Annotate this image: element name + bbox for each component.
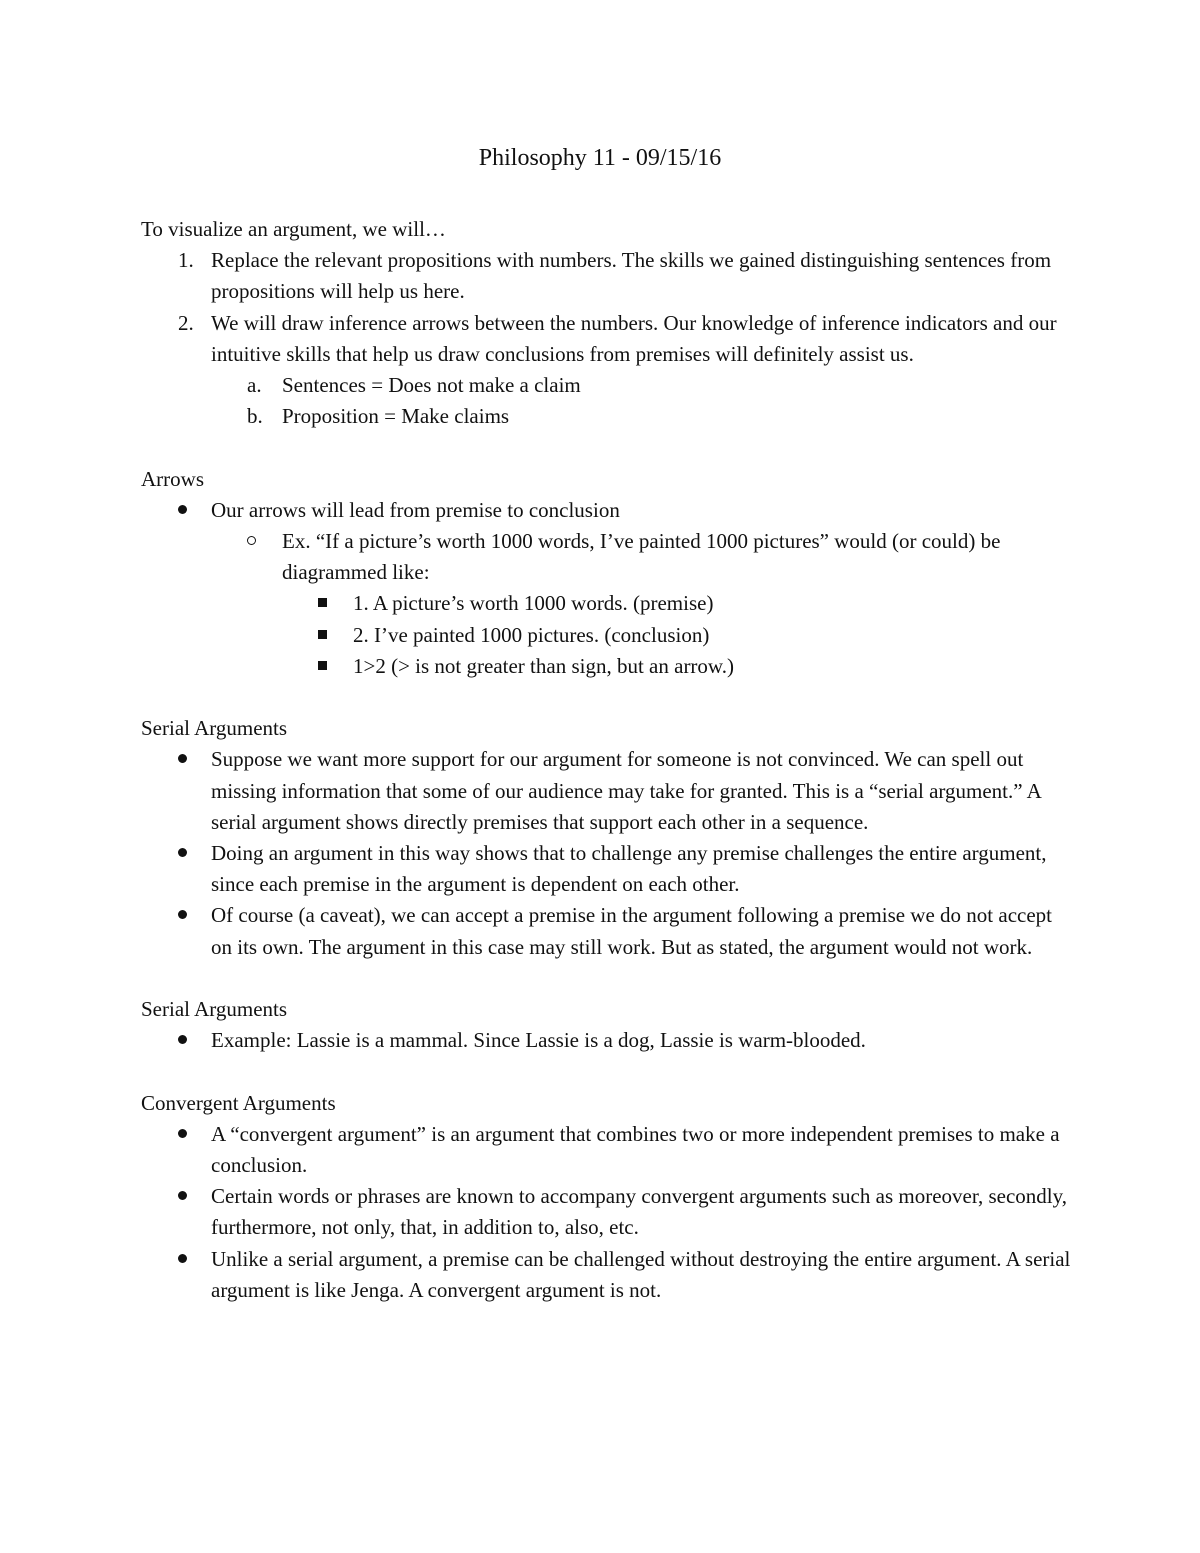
bullet-item [141, 900, 1071, 962]
bullet-dot-icon [178, 1025, 187, 1056]
document-body [141, 214, 1071, 1306]
list-number: 2. [178, 310, 194, 335]
bullet-text: Unlike a serial argument, a premise can be challenged without destroying the entire argument. A serial argument is like Jenga. A convergent argument is not. [211, 1246, 1071, 1302]
bullet-dot-icon [178, 900, 187, 931]
sub-bullet-item [141, 526, 1071, 588]
bullet-square-icon [318, 651, 327, 682]
section-heading-serial-arguments-example: Serial Arguments [141, 997, 288, 1022]
bullet-text: Example: Lassie is a mammal. Since Lassie is a dog, Lassie is warm-blooded. [211, 1028, 866, 1053]
sub-sub-bullet-item [141, 620, 1071, 651]
bullet-square-icon [318, 588, 327, 619]
numbered-item [141, 308, 1071, 370]
bullet-dot-icon [178, 1181, 187, 1212]
bullet-item [141, 1181, 1071, 1243]
bullet-text: Our arrows will lead from premise to conclusion [211, 497, 620, 522]
bullet-dot-icon [178, 744, 187, 775]
numbered-item-text: Replace the relevant propositions with numbers. The skills we gained distinguishing sentences from propositions will help us here. [211, 248, 1052, 304]
section-heading-serial-arguments: Serial Arguments [141, 716, 288, 741]
list-number: 1. [178, 248, 194, 273]
bullet-item [141, 744, 1071, 838]
intro-text: To visualize an argument, we will… [141, 217, 446, 241]
sub-sub-bullet-item [141, 651, 1071, 682]
list-letter: a. [247, 373, 262, 398]
bullet-dot-icon [178, 495, 187, 526]
sub-sub-bullet-item [141, 588, 1071, 619]
bullet-text: Suppose we want more support for our argument for someone is not convinced. We can spell out missing information that some of our audience may take for granted. This is a “serial argument.” A serial argument shows directly premises that support each other in a sequence. [211, 747, 1041, 834]
list-letter: b. [247, 404, 263, 429]
bullet-dot-icon [178, 838, 187, 869]
bullet-dot-icon [178, 1119, 187, 1150]
sub-sub-bullet-text: 2. I’ve painted 1000 pictures. (conclusion) [353, 622, 710, 647]
bullet-text: Doing an argument in this way shows that to challenge any premise challenges the entire argument, since each premise in the argument is dependent on each other. [211, 841, 1047, 897]
bullet-item [141, 1244, 1071, 1306]
section-heading-arrows: Arrows [141, 466, 204, 491]
numbered-item [141, 245, 1071, 307]
bullet-item [141, 1025, 1071, 1056]
sub-bullet-text: Ex. “If a picture’s worth 1000 words, I’ve painted 1000 pictures” would (or could) be diagrammed like: [282, 529, 1001, 585]
lettered-item-text: Sentences = Does not make a claim [282, 373, 581, 398]
bullet-text: Certain words or phrases are known to accompany convergent arguments such as moreover, secondly, furthermore, not only, that, in addition to, also, etc. [211, 1184, 1068, 1240]
bullet-item [141, 495, 1071, 526]
lettered-item [141, 370, 1071, 401]
lettered-item [141, 401, 1071, 432]
section-heading-convergent-arguments: Convergent Arguments [141, 1090, 336, 1115]
numbered-item-text: We will draw inference arrows between the numbers. Our knowledge of inference indicators and our intuitive skills that help us draw conclusions from premises will definitely assist us. [211, 310, 1057, 366]
bullet-circle-icon [247, 526, 256, 557]
lettered-item-text: Proposition = Make claims [282, 404, 510, 429]
page-title: Philosophy 11 - 09/15/16 [478, 145, 722, 171]
bullet-text: Of course (a caveat), we can accept a premise in the argument following a premise we do not accept on its own. The argument in this case may still work. But as stated, the argument would not work. [211, 903, 1052, 959]
bullet-dot-icon [178, 1244, 187, 1275]
bullet-text: A “convergent argument” is an argument that combines two or more independent premises to make a conclusion. [211, 1121, 1060, 1178]
bullet-square-icon [318, 620, 327, 651]
bullet-item [141, 1119, 1071, 1181]
sub-sub-bullet-text: 1. A picture’s worth 1000 words. (premise) [353, 591, 714, 616]
sub-sub-bullet-text: 1>2 (> is not greater than sign, but an arrow.) [353, 653, 734, 678]
bullet-item [141, 838, 1071, 900]
